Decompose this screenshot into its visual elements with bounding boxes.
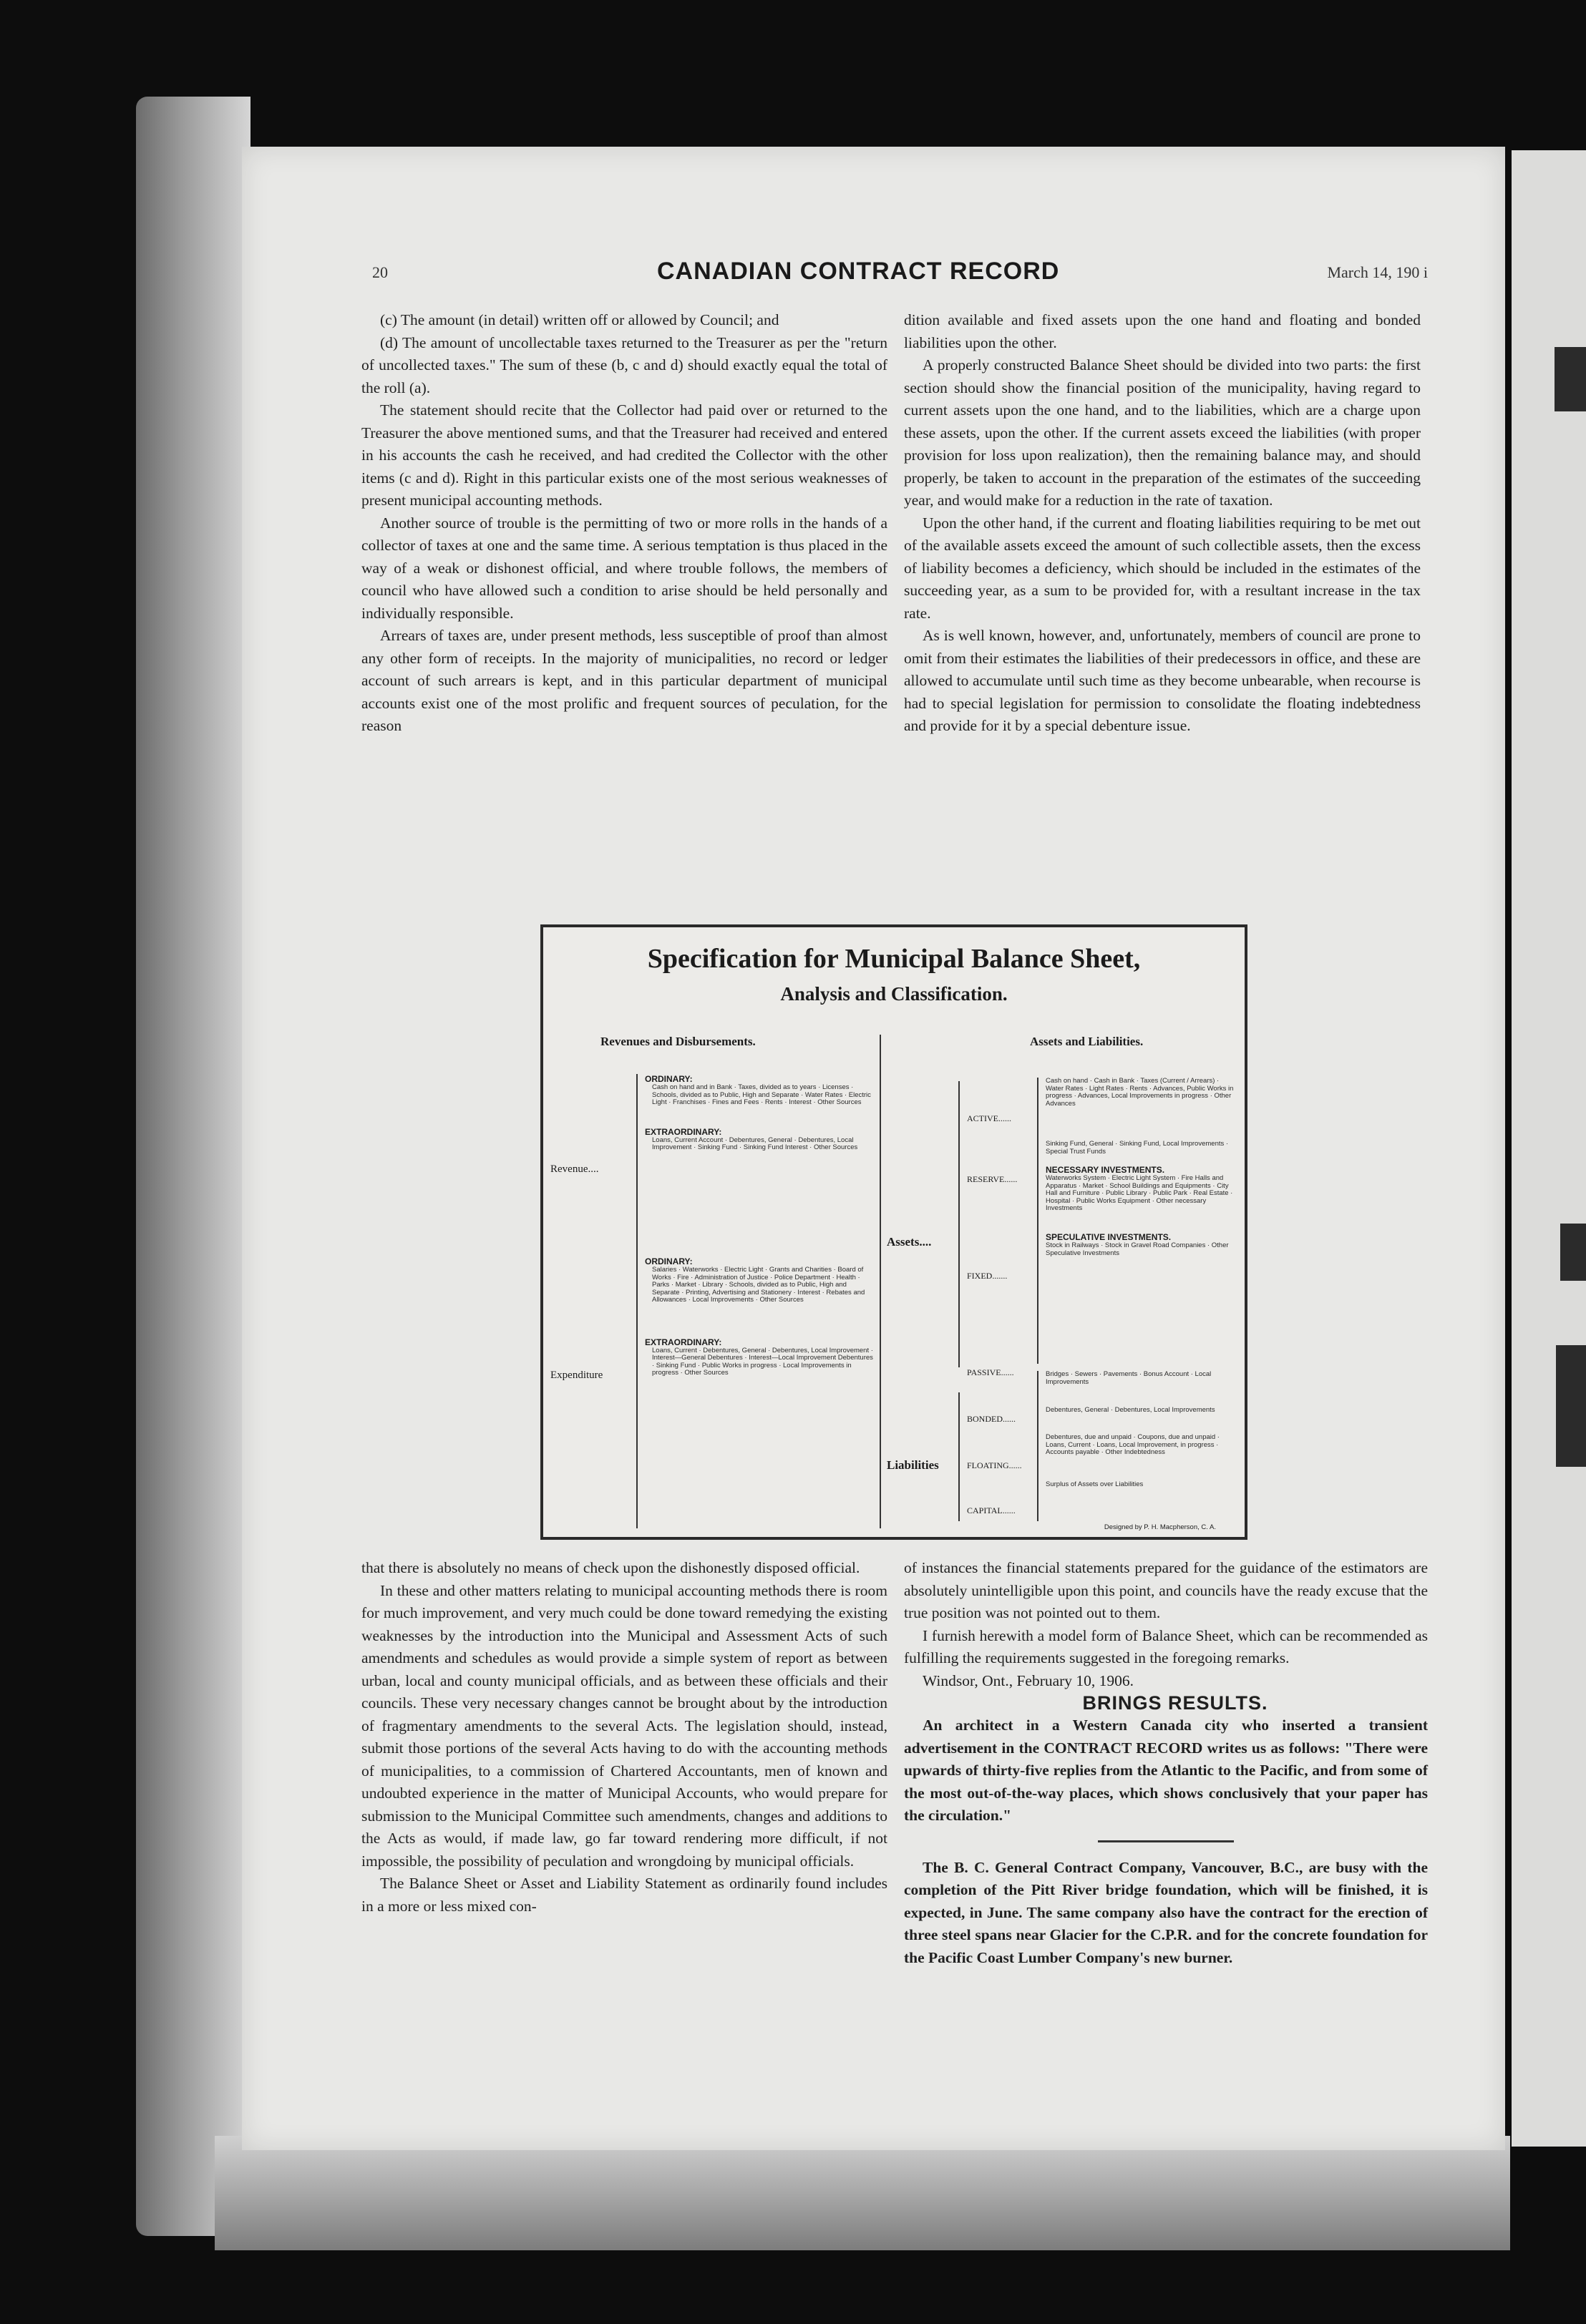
article-column-3: [361, 1557, 887, 1918]
paragraph: Arrears of taxes are, under present methods, less susceptible of proof than almost any other form of receipts. In the majority of municipalities, no record or ledger account of such arrears is kept, and in this particular department of municipal accounts exist one of the most prolific and frequent sources of peculation, for the reason: [361, 627, 887, 734]
paragraph: The Balance Sheet or Asset and Liability Statement as ordinarily found includes in a more or less mixed con-: [361, 1875, 887, 1915]
liabilities-label: Liabilities: [887, 1458, 939, 1472]
right-heading: Assets and Liabilities.: [1030, 1035, 1144, 1048]
reserve-label: RESERVE......: [967, 1174, 1018, 1184]
paragraph: (c) The amount (in detail) written off or allowed by Council; and: [380, 311, 779, 328]
active-items: Cash on hand · Cash in Bank · Taxes (Current / Arrears) · Water Rates · Light Rates · Rents · Advances, Public Works in progress · Advances, Local Improvements in progress · Other Advances: [1046, 1077, 1234, 1108]
revenue-group: [645, 1074, 874, 1152]
category-heading: ORDINARY:: [645, 1074, 693, 1084]
assets-bracket: [958, 1081, 960, 1367]
signoff: Windsor, Ont., February 10, 1906.: [923, 1671, 1134, 1689]
page-number: 20: [372, 263, 388, 281]
category-heading: EXTRAORDINARY:: [645, 1337, 722, 1347]
active-label: ACTIVE......: [967, 1113, 1011, 1123]
brings-results-heading: BRINGS RESULTS.: [1082, 1692, 1268, 1714]
paragraph: (d) The amount of uncollectable taxes returned to the Treasurer as per the "return of uncollected taxes." The sum of these (b, c and d) should exactly equal the total of the roll (a).: [361, 333, 887, 396]
liability-items-bracket: [1037, 1371, 1038, 1521]
paragraph: dition available and fixed assets upon the one hand and floating and bonded liabilities upon the other.: [904, 311, 1421, 351]
figure-subtitle: Analysis and Classification.: [780, 983, 1008, 1005]
brings-results-text: An architect in a Western Canada city who inserted a transient advertisement in the CONTRACT RECORD writes us as follows: "There were upwards of thirty-five replies from the Atlantic to the Pacific, and from some of the most out-of-the-way places, which shows conclusively that your paper has the circulation.": [904, 1717, 1428, 1824]
expenditure-bracket: [636, 1256, 638, 1528]
next-page-edge: [1512, 150, 1586, 2147]
category-items: Loans, Current Account · Debentures, General · Debentures, Local Improvement · Sinking Fund · Sinking Fund Interest · Other Sources: [652, 1136, 858, 1151]
article-column-2: [904, 309, 1421, 738]
paragraph: A properly constructed Balance Sheet should be divided into two parts: the first section should show the financial position of the municipality, having regard to current assets upon the one hand, and to the liabilities, which are a charge upon these assets, upon the other. If the current assets exceed the liabilities (with proper provision for loss upon realization), then the remaining balance may, and should properly, be taken to account in the preparation of the estimates of the succeeding year, and would make for a reduction in the rate of taxation.: [904, 356, 1421, 509]
floating-label: FLOATING......: [967, 1460, 1022, 1470]
fixed-label: FIXED.......: [967, 1271, 1008, 1281]
bonded-items: Debentures, General · Debentures, Local Improvements: [1046, 1406, 1215, 1414]
speculative-heading: SPECULATIVE INVESTMENTS.: [1046, 1232, 1172, 1242]
paragraph: Upon the other hand, if the current and floating liabilities requiring to be met out of the available assets exceed the amount of such collectible assets, then the excess of liability becomes a deficiency, which should be included in the estimates of the succeeding year, as a sum to be provided for, with a resultant increase in the tax rate.: [904, 514, 1421, 622]
revenue-label: Revenue....: [550, 1163, 599, 1175]
reserve-items: Sinking Fund, General · Sinking Fund, Local Improvements · Special Trust Funds: [1046, 1140, 1229, 1156]
category-items: Cash on hand and in Bank · Taxes, divided as to years · Licenses · Schools, divided as to Public, High and Separate · Water Rates · Electric Light · Franchises · Fines and Fees · Rents · Interest · Other Sources: [652, 1083, 871, 1106]
passive-items: Bridges · Sewers · Pavements · Bonus Account · Local Improvements: [1046, 1370, 1212, 1386]
category-items: Loans, Current · Debentures, General · Debentures, Local Improvement · Interest—General Debentures · Interest—Local Improvement Debentures · Sinking Fund · Public Works in progress · Local Improvements in progress · Other Sources: [652, 1346, 873, 1377]
paragraph: that there is absolutely no means of check upon the dishonestly disposed official.: [361, 1559, 860, 1576]
expenditure-group: [645, 1256, 874, 1377]
issue-date: March 14, 190 i: [1327, 263, 1428, 281]
category-heading: ORDINARY:: [645, 1256, 693, 1266]
article-column-1: [361, 309, 887, 738]
category-items: Salaries · Waterworks · Electric Light · Grants and Charities · Board of Works · Fire · Administration of Justice · Police Department · Health · Parks · Market · Library · Schools, divided as to Public, High and Separate · Printing, Advertising and Stationery · Interest · Rebates and Allowances · Local Improvements · Other Sources: [652, 1266, 865, 1304]
paragraph: Another source of trouble is the permitting of two or more rolls in the hands of a collector of taxes at one and the same time. A serious temptation is thus placed in the way of a weak or dishonest official, and where trouble follows, the members of council who have allowed such a condition to arise should be held personally and individually responsible.: [361, 514, 887, 622]
assets-label: Assets....: [887, 1235, 932, 1249]
paragraph: of instances the financial statements prepared for the guidance of the estimators are absolutely unintelligible upon this point, and councils have the ready excuse that the true position was not pointed out to them.: [904, 1559, 1428, 1621]
left-heading: Revenues and Disbursements.: [600, 1035, 756, 1048]
paragraph: In these and other matters relating to municipal accounting methods there is room for much improvement, and very much could be done toward remedying the existing weaknesses by the introduction into the Municipal and Assessment Acts of such amendments and schedules as would provide a simple system of report as between urban, local and county municipal officials, and as between these officials and their councils. These very necessary changes cannot be brought about by the introduction of fragmentary amendments to the several Acts. The legislation should, instead, submit those portions of the several Acts having to do with the accounting methods of municipalities, to a commission of Chartered Accountants, men of known and undoubted experience in the matter of Municipal Accounts, who would prepare for submission to the Municipal Committee such amendments, changes and additions to the Acts as would, if made law, go far toward rendering more difficult, if not impossible, the possibility of peculation and wrongdoing by municipal officials.: [361, 1581, 887, 1870]
designer-credit: Designed by P. H. Macpherson, C. A.: [1104, 1523, 1216, 1531]
book-bottom-edge: [215, 2136, 1510, 2250]
paragraph: As is well known, however, and, unfortunately, members of council are prone to omit from their estimates the liabilities of their predecessors in office, and these are allowed to accumulate until such time as they become unbearable, when recourse is had to special legislation for permission to consolidate the floating indebtedness and provide for it by a special debenture issue.: [904, 627, 1421, 734]
asset-items-bracket: [1037, 1078, 1038, 1364]
liabilities-bracket: [958, 1392, 960, 1521]
category-heading: EXTRAORDINARY:: [645, 1126, 722, 1137]
paragraph: The statement should recite that the Collector had paid over or returned to the Treasurer the above mentioned sums, and that the Treasurer had received and entered in his accounts the cash he received, and had credited the Collector with the other items (c and d). Right in this particular exists one of the most serious weaknesses of present municipal accounting methods.: [361, 401, 887, 509]
floating-items: Debentures, due and unpaid · Coupons, due and unpaid · Loans, Current · Loans, Local Improvement, in progress · Accounts payable · Other Indebtedness: [1046, 1433, 1220, 1456]
bonded-label: BONDED......: [967, 1414, 1016, 1424]
passive-label: PASSIVE......: [967, 1367, 1014, 1377]
divider-rule: [1098, 1840, 1234, 1842]
balance-sheet-figure: [540, 924, 1247, 1540]
article-column-4: [904, 1557, 1428, 1969]
publication-title: CANADIAN CONTRACT RECORD: [657, 258, 1060, 285]
book-edge: [136, 97, 250, 2236]
speculative-items: Stock in Railways · Stock in Gravel Road Companies · Other Speculative Investments: [1046, 1241, 1229, 1257]
paragraph: I furnish herewith a model form of Balance Sheet, which can be recommended as fulfilling the requirements suggested in the foregoing remarks.: [904, 1626, 1428, 1666]
divider: [880, 1035, 881, 1528]
asset-items: [1046, 1078, 1235, 1257]
necessary-heading: NECESSARY INVESTMENTS.: [1046, 1165, 1165, 1175]
fixed-items: Waterworks System · Electric Light System · Fire Halls and Apparatus · Market · School Buildings and Equipments · City Hall and Furniture · Public Library · Public Park · Real Estate · Hospital · Public Works Equipment · Other necessary Investments: [1046, 1174, 1233, 1212]
liability-items: [1046, 1371, 1235, 1489]
figure-title: Specification for Municipal Balance Sheet,: [647, 944, 1141, 974]
expenditure-label: Expenditure: [550, 1370, 603, 1381]
capital-items: Surplus of Assets over Liabilities: [1046, 1480, 1144, 1488]
capital-label: CAPITAL......: [967, 1505, 1016, 1515]
bc-contract-news: The B. C. General Contract Company, Vancouver, B.C., are busy with the completion of the Pitt River bridge foundation, which will be finished, it is expected, in June. The same company also have the contract for the erection of three steel spans near Glacier for the C.P.R. and for the concrete foundation for the Pacific Coast Lumber Company's new burner.: [904, 1858, 1428, 1966]
page-header: [372, 258, 1428, 290]
